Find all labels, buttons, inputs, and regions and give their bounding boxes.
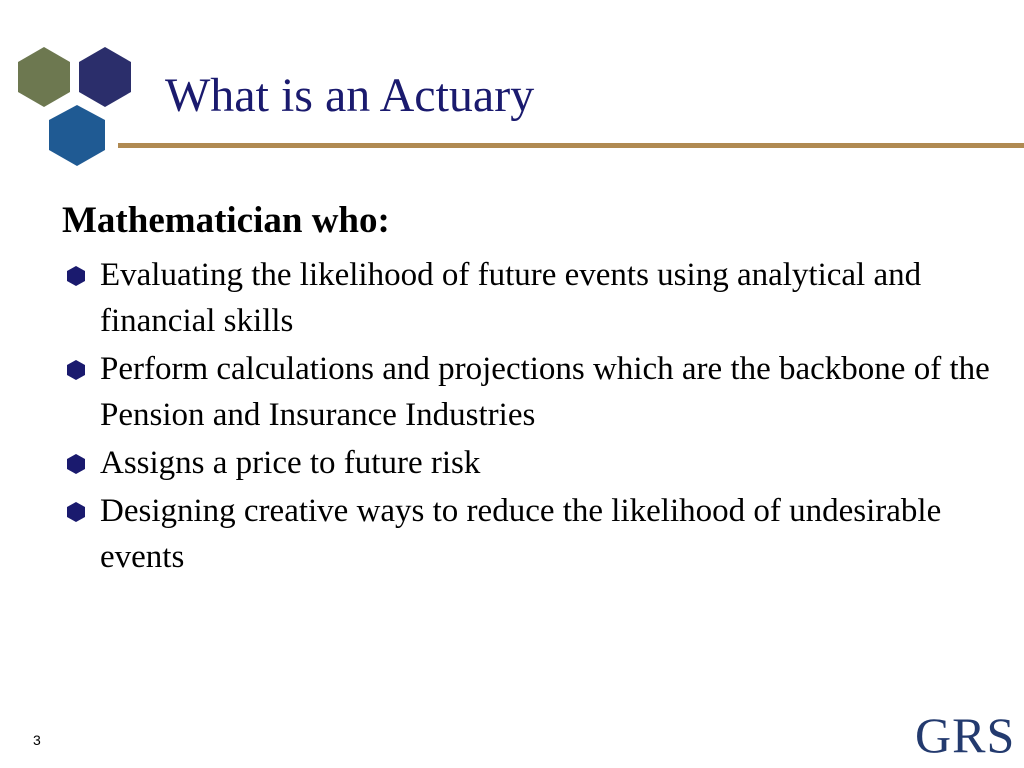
bullet-text: Assigns a price to future risk [100, 445, 481, 481]
grs-logo: GRS [915, 707, 1016, 763]
hexagon-bullet-icon [65, 453, 87, 475]
purple-hexagon [79, 47, 131, 107]
bullet-text: Perform calculations and projections which are the backbone of the Pension and Insurance Industries [100, 351, 990, 433]
hexagon-bullet-icon [65, 359, 87, 381]
bullet-item [62, 488, 1012, 580]
olive-hexagon [18, 47, 70, 107]
slide-title: What is an Actuary [165, 69, 535, 122]
page-number: 3 [33, 732, 41, 748]
title-divider [118, 143, 1024, 148]
bullet-item [62, 440, 1012, 486]
bullet-text: Evaluating the likelihood of future events using analytical and financial skills [100, 257, 922, 339]
hexagon-cluster-logo [0, 0, 160, 175]
bullet-list [62, 252, 1012, 580]
hexagon-bullet-icon [65, 265, 87, 287]
bullet-text: Designing creative ways to reduce the likelihood of undesirable events [100, 493, 942, 575]
subheading: Mathematician who: [62, 200, 390, 241]
blue-hexagon [49, 105, 105, 166]
bullet-item [62, 252, 1012, 344]
bullet-item [62, 346, 1012, 438]
slide-content [62, 194, 1012, 582]
hexagon-bullet-icon [65, 501, 87, 523]
